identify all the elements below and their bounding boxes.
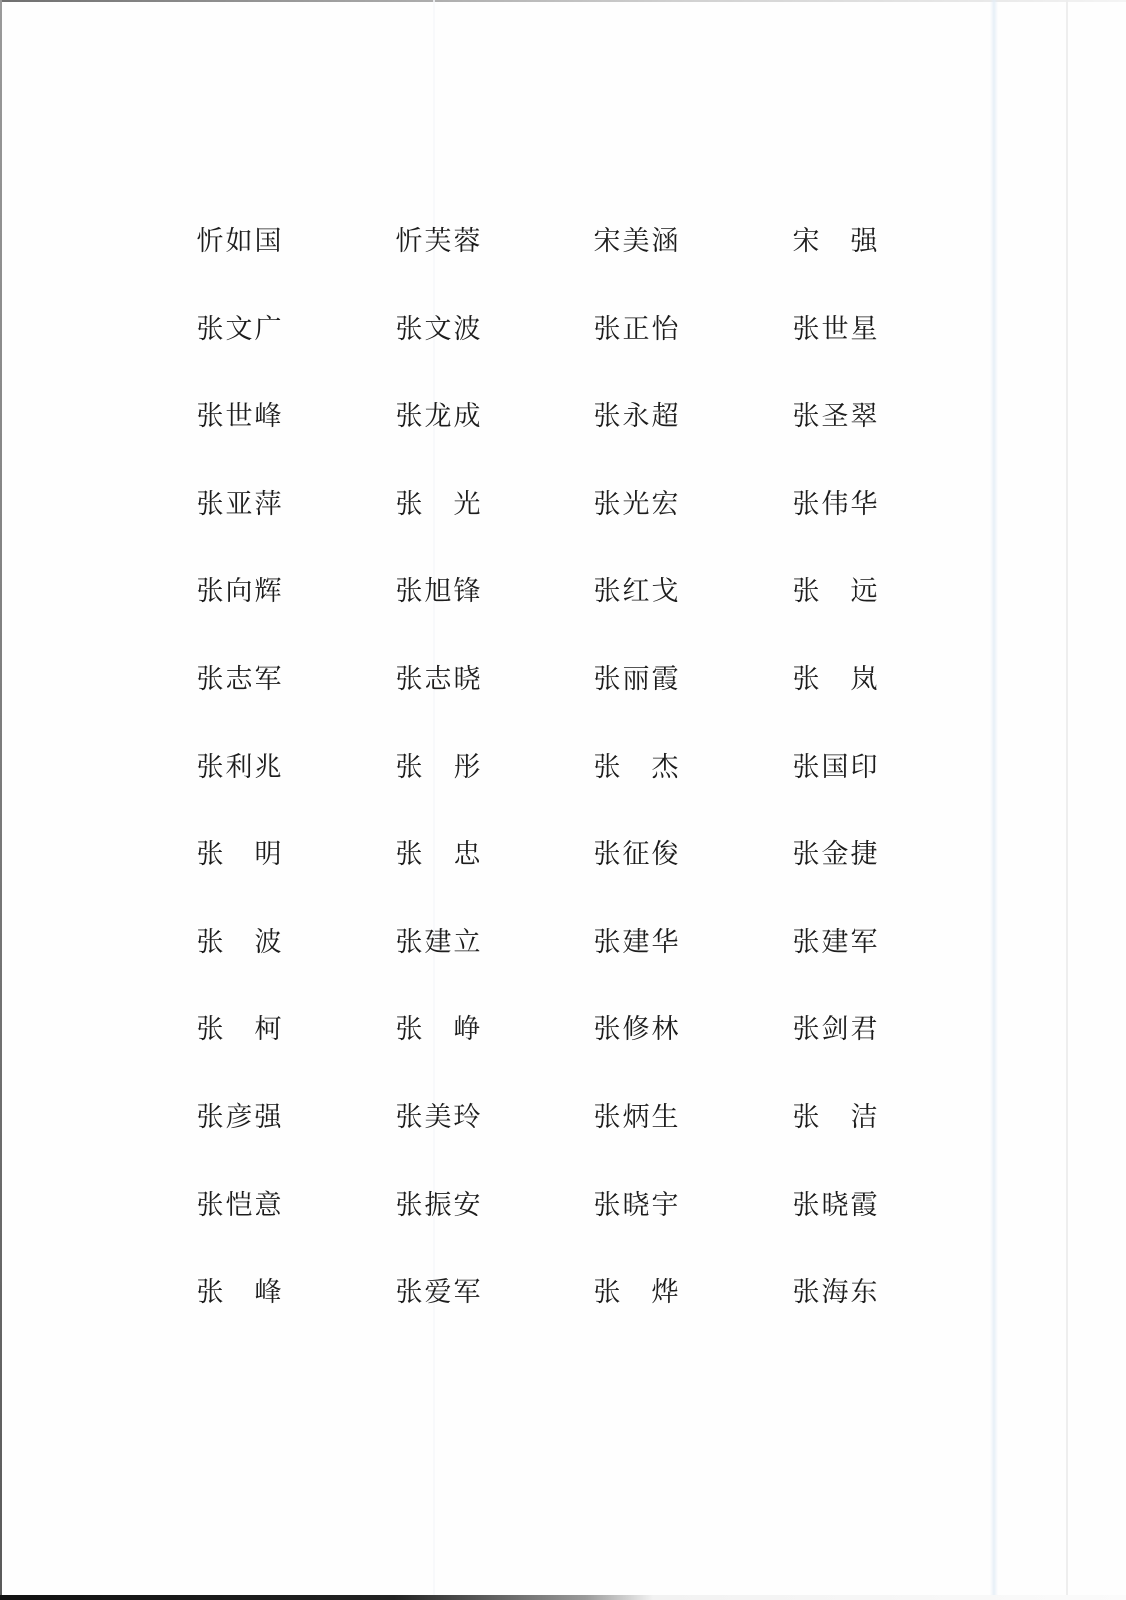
- scan-bottom-edge: [0, 1595, 1126, 1600]
- name-entry: [593, 574, 679, 610]
- name-character: 国: [254, 226, 282, 257]
- name-character: 忠: [453, 839, 481, 871]
- name-character: 晓: [622, 1189, 650, 1221]
- scan-crease-line: [1066, 0, 1068, 1600]
- name-character: 张: [395, 313, 423, 345]
- name-entry: [593, 662, 679, 698]
- name-character: 华: [651, 926, 679, 958]
- name-character: 恺: [225, 1189, 253, 1221]
- name-entry: [593, 750, 679, 786]
- name-character: 张: [395, 1189, 423, 1221]
- name-character: 强: [254, 1101, 282, 1133]
- name-character: 张: [395, 1101, 423, 1133]
- name-character: 张: [196, 839, 224, 871]
- name-character: 洁: [850, 1101, 878, 1133]
- name-character: 军: [850, 926, 878, 958]
- name-entry: [196, 574, 282, 610]
- name-entry: [593, 312, 679, 348]
- name-entry: [395, 925, 481, 961]
- name-entry: [395, 1275, 481, 1311]
- name-character: 张: [196, 313, 224, 345]
- name-entry: [395, 1012, 481, 1048]
- name-entry: [395, 1100, 481, 1136]
- name-character: 宋: [792, 226, 820, 257]
- name-character: 生: [651, 1101, 679, 1133]
- name-entry: [395, 399, 481, 435]
- name-character: 柯: [254, 1014, 282, 1046]
- name-character: 林: [651, 1014, 679, 1046]
- name-character: 峰: [254, 401, 282, 433]
- name-entry: [792, 750, 878, 786]
- name-character: 戈: [651, 576, 679, 608]
- name-character: 峥: [453, 1014, 481, 1046]
- name-character: 立: [453, 926, 481, 958]
- name-entry: [395, 487, 481, 523]
- name-character: 爱: [424, 1277, 452, 1309]
- name-character: 世: [821, 313, 849, 345]
- name-character: 修: [622, 1014, 650, 1046]
- name-entry: [792, 662, 878, 698]
- name-entry: [395, 662, 481, 698]
- name-entry: [196, 1100, 282, 1136]
- name-character: 旭: [424, 576, 452, 608]
- name-character: 世: [225, 401, 253, 433]
- name-character: 晓: [821, 1189, 849, 1221]
- name-character: 华: [850, 488, 878, 520]
- name-character: 张: [792, 839, 820, 871]
- name-entry: [792, 1012, 878, 1048]
- name-character: 宏: [651, 488, 679, 520]
- name-character: 张: [395, 751, 423, 783]
- name-character: 张: [593, 313, 621, 345]
- name-character: 君: [850, 1014, 878, 1046]
- name-entry: [196, 224, 282, 260]
- name-character: 张: [395, 1277, 423, 1309]
- name-character: 兆: [254, 751, 282, 783]
- name-entry: [196, 1188, 282, 1224]
- name-character: 强: [850, 226, 878, 257]
- name-character: 张: [792, 926, 820, 958]
- name-entry: [792, 487, 878, 523]
- name-character: 宋: [593, 226, 621, 257]
- name-character: 超: [651, 401, 679, 433]
- name-character: 涵: [651, 226, 679, 257]
- name-entry: [593, 1188, 679, 1224]
- name-character: 海: [821, 1277, 849, 1309]
- name-character: 芙: [424, 226, 452, 257]
- name-entry: [395, 312, 481, 348]
- names-grid: [196, 224, 892, 1363]
- name-character: 向: [225, 576, 253, 608]
- name-entry: [593, 487, 679, 523]
- name-character: 建: [622, 926, 650, 958]
- name-character: 波: [254, 926, 282, 958]
- name-entry: [593, 399, 679, 435]
- name-character: 张: [792, 1014, 820, 1046]
- name-character: 张: [792, 313, 820, 345]
- name-character: 炳: [622, 1101, 650, 1133]
- name-character: 忻: [395, 226, 423, 257]
- name-character: 张: [196, 1189, 224, 1221]
- name-character: 建: [424, 926, 452, 958]
- name-character: 利: [225, 751, 253, 783]
- name-character: 志: [424, 663, 452, 695]
- name-character: 军: [453, 1277, 481, 1309]
- name-character: 张: [593, 401, 621, 433]
- name-character: 张: [196, 401, 224, 433]
- name-character: 怡: [651, 313, 679, 345]
- name-character: 张: [792, 401, 820, 433]
- name-entry: [792, 1100, 878, 1136]
- name-character: 张: [593, 1277, 621, 1309]
- name-character: 国: [821, 751, 849, 783]
- name-character: 文: [225, 313, 253, 345]
- name-character: 志: [225, 663, 253, 695]
- name-character: 彦: [225, 1101, 253, 1133]
- name-character: 安: [453, 1189, 481, 1221]
- name-character: 峰: [254, 1277, 282, 1309]
- name-entry: [196, 312, 282, 348]
- name-entry: [792, 224, 878, 260]
- name-character: 振: [424, 1189, 452, 1221]
- name-character: 张: [196, 1277, 224, 1309]
- name-entry: [593, 224, 679, 260]
- name-character: 意: [254, 1189, 282, 1221]
- name-entry: [196, 1275, 282, 1311]
- name-character: 伟: [821, 488, 849, 520]
- name-character: 玲: [453, 1101, 481, 1133]
- name-character: 张: [792, 663, 820, 695]
- name-character: 翠: [850, 401, 878, 433]
- name-entry: [395, 837, 481, 873]
- name-entry: [196, 399, 282, 435]
- name-character: 龙: [424, 401, 452, 433]
- name-character: 永: [622, 401, 650, 433]
- name-character: 光: [453, 488, 481, 520]
- name-entry: [593, 925, 679, 961]
- name-character: 张: [196, 488, 224, 520]
- name-character: 张: [395, 663, 423, 695]
- name-entry: [593, 1012, 679, 1048]
- name-character: 剑: [821, 1014, 849, 1046]
- name-entry: [196, 750, 282, 786]
- name-character: 东: [850, 1277, 878, 1309]
- name-character: 锋: [453, 576, 481, 608]
- scan-left-edge: [0, 0, 2, 1600]
- name-character: 张: [593, 488, 621, 520]
- name-character: 远: [850, 576, 878, 608]
- name-character: 张: [395, 401, 423, 433]
- name-character: 俊: [651, 839, 679, 871]
- name-character: 张: [792, 1189, 820, 1221]
- name-character: 广: [254, 313, 282, 345]
- name-character: 张: [395, 576, 423, 608]
- name-character: 张: [593, 839, 621, 871]
- name-character: 晓: [453, 663, 481, 695]
- name-entry: [196, 487, 282, 523]
- name-character: 捷: [850, 839, 878, 871]
- name-character: 彤: [453, 751, 481, 783]
- name-character: 如: [225, 226, 253, 257]
- name-entry: [792, 312, 878, 348]
- name-entry: [792, 1188, 878, 1224]
- name-character: 霞: [850, 1189, 878, 1221]
- name-character: 张: [792, 576, 820, 608]
- name-character: 张: [593, 751, 621, 783]
- name-character: 美: [424, 1101, 452, 1133]
- name-character: 正: [622, 313, 650, 345]
- name-character: 金: [821, 839, 849, 871]
- name-character: 张: [792, 1101, 820, 1133]
- name-entry: [395, 574, 481, 610]
- name-character: 明: [254, 839, 282, 871]
- name-character: 文: [424, 313, 452, 345]
- name-entry: [792, 399, 878, 435]
- name-entry: [593, 837, 679, 873]
- name-entry: [196, 925, 282, 961]
- scan-top-edge: [0, 0, 1126, 2]
- name-character: 波: [453, 313, 481, 345]
- name-character: 美: [622, 226, 650, 257]
- name-character: 张: [196, 663, 224, 695]
- name-entry: [593, 1100, 679, 1136]
- name-character: 军: [254, 663, 282, 695]
- name-character: 岚: [850, 663, 878, 695]
- name-character: 张: [593, 663, 621, 695]
- name-character: 张: [395, 488, 423, 520]
- name-character: 张: [196, 576, 224, 608]
- name-character: 张: [792, 488, 820, 520]
- name-character: 张: [196, 1101, 224, 1133]
- name-character: 张: [792, 751, 820, 783]
- name-entry: [792, 574, 878, 610]
- name-entry: [196, 662, 282, 698]
- name-character: 征: [622, 839, 650, 871]
- name-character: 红: [622, 576, 650, 608]
- name-character: 张: [593, 926, 621, 958]
- name-character: 张: [395, 926, 423, 958]
- name-entry: [196, 1012, 282, 1048]
- name-character: 忻: [196, 226, 224, 257]
- name-character: 张: [593, 1101, 621, 1133]
- name-character: 张: [395, 1014, 423, 1046]
- name-character: 霞: [651, 663, 679, 695]
- name-entry: [395, 1188, 481, 1224]
- name-entry: [792, 925, 878, 961]
- name-character: 建: [821, 926, 849, 958]
- name-character: 圣: [821, 401, 849, 433]
- name-character: 亚: [225, 488, 253, 520]
- name-character: 杰: [651, 751, 679, 783]
- name-character: 张: [593, 576, 621, 608]
- name-character: 成: [453, 401, 481, 433]
- name-character: 丽: [622, 663, 650, 695]
- name-character: 蓉: [453, 226, 481, 257]
- name-character: 张: [395, 839, 423, 871]
- name-character: 萍: [254, 488, 282, 520]
- name-character: 烨: [651, 1277, 679, 1309]
- name-character: 张: [593, 1189, 621, 1221]
- name-entry: [395, 224, 481, 260]
- name-entry: [196, 837, 282, 873]
- name-entry: [792, 837, 878, 873]
- name-character: 星: [850, 313, 878, 345]
- name-character: 光: [622, 488, 650, 520]
- name-character: 张: [196, 1014, 224, 1046]
- name-entry: [593, 1275, 679, 1311]
- scan-crease-line: [990, 0, 998, 1600]
- name-entry: [395, 750, 481, 786]
- name-character: 张: [593, 1014, 621, 1046]
- name-character: 宇: [651, 1189, 679, 1221]
- name-character: 张: [196, 926, 224, 958]
- name-character: 张: [792, 1277, 820, 1309]
- name-character: 张: [196, 751, 224, 783]
- name-entry: [792, 1275, 878, 1311]
- name-character: 辉: [254, 576, 282, 608]
- name-character: 印: [850, 751, 878, 783]
